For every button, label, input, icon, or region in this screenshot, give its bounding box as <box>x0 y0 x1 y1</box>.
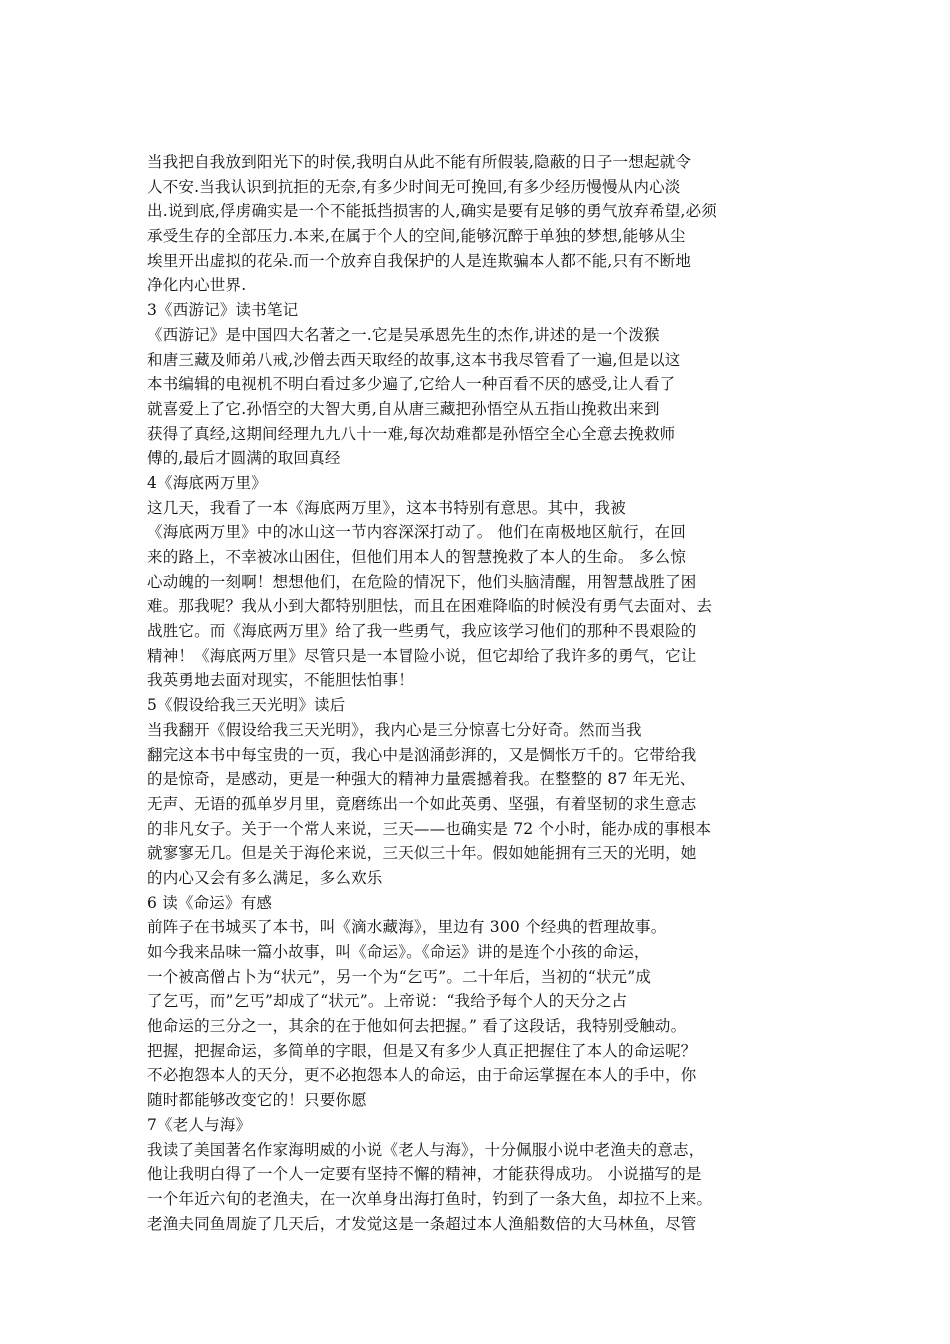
paragraph-line: 净化内心世界. <box>147 276 247 295</box>
document-text <box>147 150 787 1236</box>
paragraph-line: 我英勇地去面对现实，不能胆怯怕事！ <box>147 671 414 690</box>
paragraph-line: 的非凡女子。关于一个常人来说，三天——也确实是 72 个小时，能办成的事根本 <box>147 819 712 838</box>
paragraph-line: 难。那我呢？我从小到大都特别胆怯，而且在困难降临的时候没有勇气去面对、去 <box>147 597 713 616</box>
paragraph-line: 承受生存的全部压力.本来,在属于个人的空间,能够沉醉于单独的梦想,能够从尘 <box>147 227 686 246</box>
paragraph-line: 和唐三藏及师弟八戒,沙僧去西天取经的故事,这本书我尽管看了一遍,但是以这 <box>147 350 681 369</box>
paragraph-line: 当我把自我放到阳光下的时侯,我明白从此不能有所假装,隐蔽的日子一想起就令 <box>147 153 692 171</box>
paragraph-line: 如今我来品味一篇小故事，叫《命运》。《命运》讲的是连个小孩的命运， <box>147 943 650 961</box>
section-heading: 7《老人与海》 <box>147 1115 252 1134</box>
paragraph-line: 了乞丐，而”乞丐”却成了“状元”。上帝说：“我给予每个人的天分之占 <box>147 992 628 1011</box>
section-heading: 6 读《命运》有感 <box>147 893 273 912</box>
paragraph-line: 把握，把握命运，多简单的字眼，但是又有多少人真正把握住了本人的命运呢？ <box>147 1041 697 1060</box>
paragraph-line: 的是惊奇，是感动，更是一种强大的精神力量震撼着我。在整整的 87 年无光、 <box>147 770 696 789</box>
paragraph-line: 精神！《海底两万里》尽管只是一本冒险小说，但它却给了我许多的勇气，它让 <box>147 646 697 665</box>
paragraph-line: 这几天，我看了一本《海底两万里》，这本书特别有意思。其中，我被 <box>147 498 626 517</box>
paragraph-line: 获得了真经,这期间经理九九八十一难,每次劫难都是孙悟空全心全意去挽救师 <box>147 424 676 443</box>
paragraph-line: 老渔夫同鱼周旋了几天后，才发觉这是一条超过本人渔船数倍的大马林鱼，尽管 <box>147 1214 697 1233</box>
paragraph-line: 当我翻开《假设给我三天光明》，我内心是三分惊喜七分好奇。然而当我 <box>147 720 642 739</box>
paragraph-line: 不必抱怨本人的天分，更不必抱怨本人的命运，由于命运掌握在本人的手中，你 <box>147 1066 697 1085</box>
paragraph-line: 《海底两万里》中的冰山这一节内容深深打动了。 他们在南极地区航行，在回 <box>147 523 686 542</box>
paragraph-line: 埃里开出虚拟的花朵.而一个放弃自我保护的人是连欺骗本人都不能,只有不断地 <box>147 251 692 270</box>
section-heading: 3《西游记》读书笔记 <box>147 301 299 320</box>
paragraph-line: 本书编辑的电视机不明白看过多少遍了,它给人一种百看不厌的感受,让人看了 <box>147 375 676 394</box>
paragraph-line: 人不安.当我认识到抗拒的无奈,有多少时间无可挽回,有多少经历慢慢从内心淡 <box>147 177 681 196</box>
document-body <box>147 150 787 1236</box>
paragraph-line: 战胜它。而《海底两万里》给了我一些勇气，我应该学习他们的那种不畏艰险的 <box>147 622 697 641</box>
section-heading: 5《假设给我三天光明》读后 <box>147 696 346 715</box>
paragraph-line: 无声、无语的孤单岁月里，竟磨练出一个如此英勇、坚强，有着坚韧的求生意志 <box>147 794 697 813</box>
paragraph-line: 前阵子在书城买了本书，叫《滴水藏海》，里边有 300 个经典的哲理故事。 <box>147 918 667 937</box>
section-heading: 4《海底两万里》 <box>147 473 267 492</box>
paragraph-line: 《西游记》是中国四大名著之一.它是吴承恩先生的杰作,讲述的是一个泼猴 <box>147 325 660 344</box>
paragraph-line: 一个年近六旬的老渔夫，在一次单身出海打鱼时，钓到了一条大鱼，却拉不上来。 <box>147 1189 713 1208</box>
paragraph-line: 他让我明白得了一个人一定要有坚持不懈的精神，才能获得成功。 小说描写的是 <box>147 1165 702 1184</box>
paragraph-line: 就喜爱上了它.孙悟空的大智大勇,自从唐三藏把孙悟空从五指山挽救出来到 <box>147 399 660 418</box>
paragraph-line: 他命运的三分之一，其余的在于他如何去把握。” 看了这段话，我特别受触动。 <box>147 1017 687 1036</box>
paragraph-line: 傅的,最后才圆满的取回真经 <box>147 449 341 468</box>
paragraph-line: 的内心又会有多么满足，多么欢乐 <box>147 868 383 887</box>
paragraph-line: 心动魄的一刻啊！想想他们，在危险的情况下，他们头脑清醒，用智慧战胜了困 <box>147 572 697 591</box>
paragraph-line: 来的路上，不幸被冰山困住，但他们用本人的智慧挽救了本人的生命。 多么惊 <box>147 548 686 566</box>
paragraph-line: 翻完这本书中每宝贵的一页，我心中是汹涌彭湃的，又是惆怅万千的。它带给我 <box>147 745 697 764</box>
paragraph-line: 出.说到底,俘虏确实是一个不能抵挡损害的人,确实是要有足够的勇气放弃希望,必须 <box>147 202 718 221</box>
paragraph-line: 一个被高僧占卜为“状元”，另一个为“乞丐”。二十年后，当初的“状元”成 <box>147 967 652 986</box>
paragraph-line: 就寥寥无几。但是关于海伦来说，三天似三十年。假如她能拥有三天的光明，她 <box>147 844 697 863</box>
paragraph-line: 随时都能够改变它的！只要你愿 <box>147 1091 367 1110</box>
paragraph-line: 我读了美国著名作家海明威的小说《老人与海》，十分佩服小说中老渔夫的意志， <box>147 1140 705 1159</box>
